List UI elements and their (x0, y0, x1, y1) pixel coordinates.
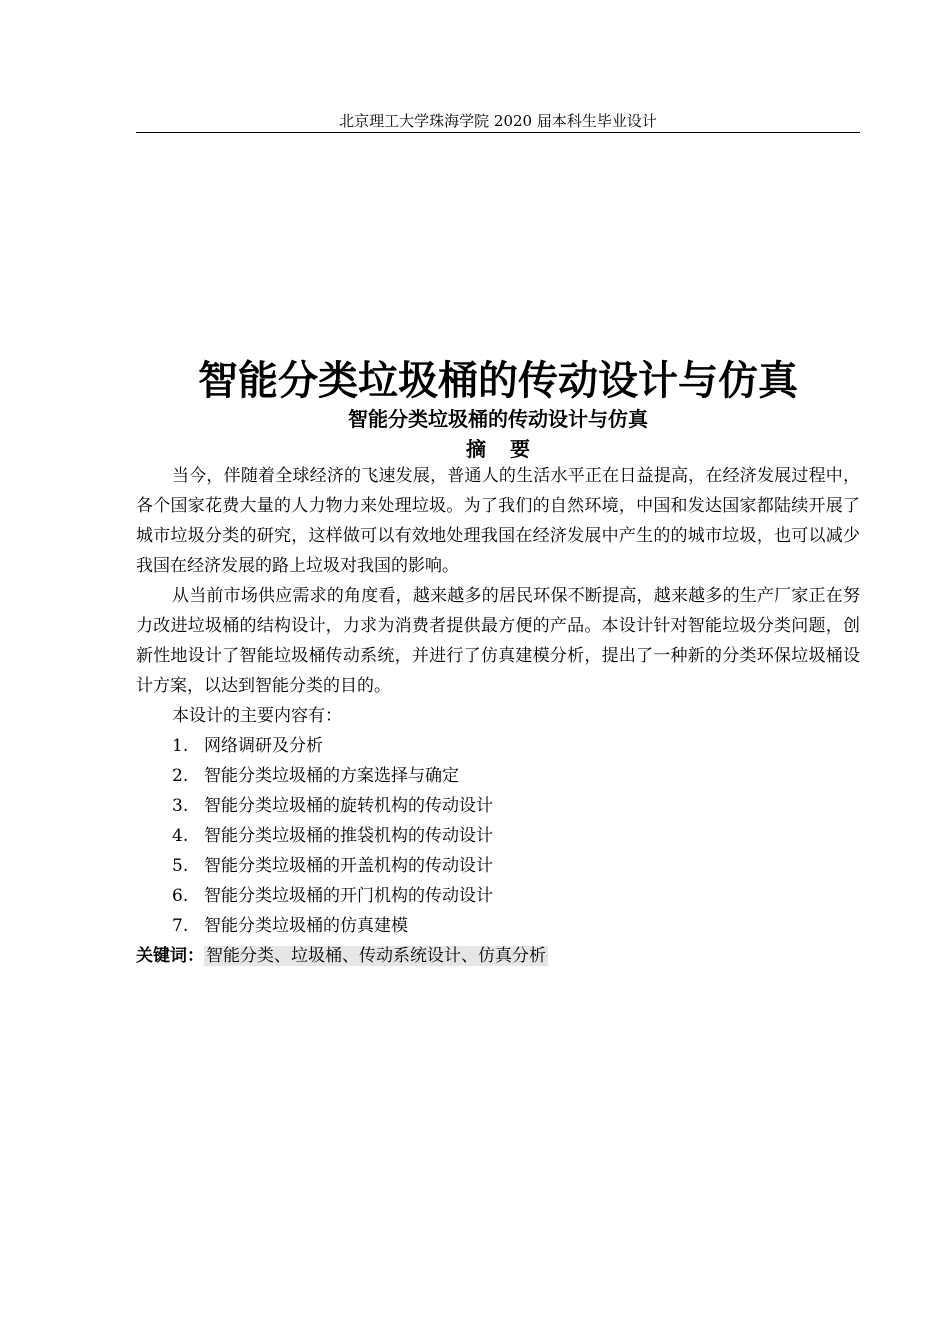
content-list (136, 731, 860, 941)
content-list-intro: 本设计的主要内容有： (172, 706, 342, 726)
list-item (136, 821, 860, 851)
list-item (136, 731, 860, 761)
list-item-text: 网络调研及分析 (204, 736, 323, 756)
page-header: 北京理工大学珠海学院 2020 届本科生毕业设计 (136, 110, 860, 133)
list-item-number: 7. (172, 916, 189, 936)
keywords-value: 智能分类、垃圾桶、传动系统设计、仿真分析 (206, 946, 546, 966)
keywords-label: 关键词： (136, 946, 204, 966)
list-item-number: 4. (172, 826, 189, 846)
list-item-text: 智能分类垃圾桶的推袋机构的传动设计 (204, 826, 493, 846)
list-item-text: 智能分类垃圾桶的仿真建模 (204, 916, 408, 936)
list-item-number: 1. (172, 736, 189, 756)
document-subtitle: 智能分类垃圾桶的传动设计与仿真 (348, 407, 648, 431)
list-item-number: 3. (172, 796, 189, 816)
list-item-text: 智能分类垃圾桶的旋转机构的传动设计 (204, 796, 493, 816)
list-item-text: 智能分类垃圾桶的开盖机构的传动设计 (204, 856, 493, 876)
document-title: 智能分类垃圾桶的传动设计与仿真 (198, 358, 798, 404)
keywords (136, 941, 860, 971)
list-item (136, 911, 860, 941)
abstract-body (136, 461, 860, 971)
abstract-heading: 摘要 (466, 437, 554, 461)
abstract-paragraph: 当今，伴随着全球经济的飞速发展，普通人的生活水平正在日益提高，在经济发展过程中，各个国家花费大量的人力物力来处理垃圾。为了我们的自然环境，中国和发达国家都陆续开展了城市垃圾分类的研究，这样做可以有效地处理我国在经济发展中产生的的城市垃圾，也可以减少我国在经济发展的路上垃圾对我国的影响。 (136, 466, 860, 576)
list-item (136, 881, 860, 911)
list-item-text: 智能分类垃圾桶的方案选择与确定 (204, 766, 459, 786)
list-item-number: 5. (172, 856, 189, 876)
list-item-text: 智能分类垃圾桶的开门机构的传动设计 (204, 886, 493, 906)
list-item-number: 6. (172, 886, 189, 906)
abstract-paragraph: 从当前市场供应需求的角度看，越来越多的居民环保不断提高，越来越多的生产厂家正在努力改进垃圾桶的结构设计，力求为消费者提供最方便的产品。本设计针对智能垃圾分类问题，创新性地设计了智能垃圾桶传动系统，并进行了仿真建模分析，提出了一种新的分类环保垃圾桶设计方案，以达到智能分类的目的。 (136, 586, 860, 696)
list-item (136, 851, 860, 881)
list-item (136, 791, 860, 821)
list-item (136, 761, 860, 791)
list-item-number: 2. (172, 766, 189, 786)
